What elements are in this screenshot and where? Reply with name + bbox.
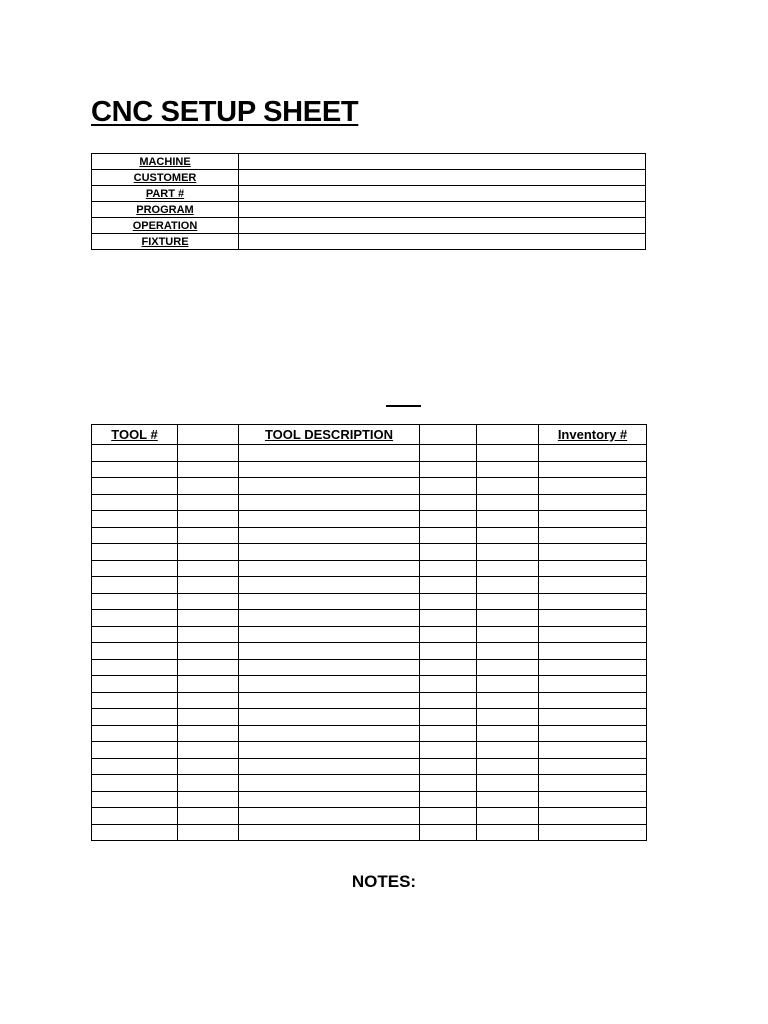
- tool-table-cell[interactable]: [178, 626, 239, 643]
- info-label: PROGRAM: [92, 202, 239, 218]
- tool-table-cell[interactable]: [477, 593, 539, 610]
- tool-table-cell[interactable]: [420, 791, 477, 808]
- tool-table-cell[interactable]: [539, 511, 647, 528]
- tool-table-cell[interactable]: [178, 775, 239, 792]
- tool-table-row: [92, 742, 647, 759]
- tool-table-cell[interactable]: [239, 593, 420, 610]
- section-divider: [386, 405, 421, 407]
- tool-table-cell[interactable]: [477, 511, 539, 528]
- tool-table-cell[interactable]: [239, 709, 420, 726]
- tool-table-cell[interactable]: [178, 808, 239, 825]
- info-value-field[interactable]: [239, 202, 646, 218]
- tool-table-cell[interactable]: [477, 610, 539, 627]
- tool-table-cell[interactable]: [239, 725, 420, 742]
- tool-table-cell[interactable]: [178, 593, 239, 610]
- tool-table-cell[interactable]: [539, 725, 647, 742]
- tool-table-cell[interactable]: [178, 461, 239, 478]
- tool-table-cell[interactable]: [420, 643, 477, 660]
- tool-table-cell[interactable]: [539, 478, 647, 495]
- tool-table-cell[interactable]: [477, 808, 539, 825]
- tool-table-cell[interactable]: [420, 692, 477, 709]
- info-value-field[interactable]: [239, 186, 646, 202]
- tool-table-cell[interactable]: [420, 676, 477, 693]
- tool-table-cell[interactable]: [420, 626, 477, 643]
- tool-table-header-row: [92, 425, 647, 445]
- tool-table-cell[interactable]: [420, 461, 477, 478]
- tool-table-cell[interactable]: [477, 494, 539, 511]
- tool-table-row: [92, 725, 647, 742]
- tool-table-row: [92, 824, 647, 841]
- info-row-program: [92, 202, 646, 218]
- tool-table-cell[interactable]: [92, 461, 178, 478]
- tool-list-table: [91, 424, 647, 841]
- tool-table-cell[interactable]: [239, 758, 420, 775]
- info-value-field[interactable]: [239, 170, 646, 186]
- info-value-field[interactable]: [239, 234, 646, 250]
- tool-table-cell[interactable]: [539, 494, 647, 511]
- tool-table-row: [92, 577, 647, 594]
- tool-table-row: [92, 709, 647, 726]
- tool-table-cell[interactable]: [239, 643, 420, 660]
- tool-table-cell[interactable]: [92, 742, 178, 759]
- tool-table-cell[interactable]: [239, 461, 420, 478]
- info-label: PART #: [92, 186, 239, 202]
- tool-table-cell[interactable]: [92, 626, 178, 643]
- tool-table-cell[interactable]: [92, 808, 178, 825]
- tool-table-cell[interactable]: [539, 742, 647, 759]
- tool-table-cell[interactable]: [178, 527, 239, 544]
- tool-table-cell[interactable]: [539, 610, 647, 627]
- tool-table-cell[interactable]: [420, 511, 477, 528]
- tool-table-cell[interactable]: [539, 626, 647, 643]
- tool-table-cell[interactable]: [178, 659, 239, 676]
- tool-table-cell[interactable]: [539, 544, 647, 561]
- tool-table-cell[interactable]: [92, 527, 178, 544]
- tool-table-cell[interactable]: [92, 593, 178, 610]
- tool-table-cell[interactable]: [178, 742, 239, 759]
- tool-table-cell[interactable]: [178, 692, 239, 709]
- info-label: MACHINE: [92, 154, 239, 170]
- tool-table-cell[interactable]: [539, 791, 647, 808]
- tool-table-cell[interactable]: [539, 577, 647, 594]
- tool-table-cell[interactable]: [92, 610, 178, 627]
- tool-table-cell[interactable]: [420, 494, 477, 511]
- info-row-customer: [92, 170, 646, 186]
- info-row-part: [92, 186, 646, 202]
- tool-table-cell[interactable]: [420, 758, 477, 775]
- tool-table-cell[interactable]: [539, 659, 647, 676]
- tool-table-cell[interactable]: [239, 824, 420, 841]
- tool-table-cell[interactable]: [178, 791, 239, 808]
- tool-table-row: [92, 527, 647, 544]
- tool-table-cell[interactable]: [539, 445, 647, 462]
- tool-table-cell[interactable]: [178, 709, 239, 726]
- column-header-blank: [178, 425, 239, 445]
- info-value-field[interactable]: [239, 218, 646, 234]
- tool-table-cell[interactable]: [477, 544, 539, 561]
- tool-table-cell[interactable]: [420, 593, 477, 610]
- info-label: FIXTURE: [92, 234, 239, 250]
- tool-table-cell[interactable]: [178, 577, 239, 594]
- tool-table-cell[interactable]: [239, 445, 420, 462]
- tool-table-cell[interactable]: [239, 791, 420, 808]
- tool-table-cell[interactable]: [420, 560, 477, 577]
- info-label: OPERATION: [92, 218, 239, 234]
- info-row-machine: [92, 154, 646, 170]
- tool-table-cell[interactable]: [239, 626, 420, 643]
- tool-table-cell[interactable]: [539, 824, 647, 841]
- notes-label: NOTES:: [351, 872, 417, 891]
- tool-table-cell[interactable]: [92, 775, 178, 792]
- tool-table-row: [92, 659, 647, 676]
- tool-table-cell[interactable]: [92, 758, 178, 775]
- tool-table-cell[interactable]: [420, 610, 477, 627]
- tool-table-cell[interactable]: [477, 824, 539, 841]
- tool-table-cell[interactable]: [539, 808, 647, 825]
- tool-table-row: [92, 676, 647, 693]
- tool-table-cell[interactable]: [420, 808, 477, 825]
- tool-table-row: [92, 544, 647, 561]
- tool-table-cell[interactable]: [539, 758, 647, 775]
- tool-table-cell[interactable]: [239, 742, 420, 759]
- info-label: CUSTOMER: [92, 170, 239, 186]
- tool-table-row: [92, 775, 647, 792]
- tool-table-cell[interactable]: [92, 511, 178, 528]
- tool-table-cell[interactable]: [477, 692, 539, 709]
- tool-table-cell[interactable]: [477, 758, 539, 775]
- tool-table-cell[interactable]: [92, 494, 178, 511]
- tool-table-row: [92, 692, 647, 709]
- tool-table-cell[interactable]: [420, 742, 477, 759]
- tool-table-cell[interactable]: [239, 659, 420, 676]
- tool-table-cell[interactable]: [539, 676, 647, 693]
- column-header-blank: [477, 425, 539, 445]
- tool-table-cell[interactable]: [477, 709, 539, 726]
- tool-table-cell[interactable]: [420, 445, 477, 462]
- tool-table-cell[interactable]: [239, 610, 420, 627]
- tool-table-cell[interactable]: [239, 544, 420, 561]
- tool-table-cell[interactable]: [92, 676, 178, 693]
- tool-table-cell[interactable]: [539, 709, 647, 726]
- tool-table-cell[interactable]: [539, 560, 647, 577]
- tool-table-cell[interactable]: [178, 478, 239, 495]
- tool-table-cell[interactable]: [420, 577, 477, 594]
- tool-table-row: [92, 478, 647, 495]
- tool-table-row: [92, 560, 647, 577]
- tool-table-cell[interactable]: [539, 461, 647, 478]
- tool-table-cell[interactable]: [178, 560, 239, 577]
- tool-table-cell[interactable]: [92, 824, 178, 841]
- tool-table-cell[interactable]: [178, 725, 239, 742]
- tool-table-cell[interactable]: [239, 478, 420, 495]
- tool-table-cell[interactable]: [92, 709, 178, 726]
- tool-table-cell[interactable]: [420, 659, 477, 676]
- tool-table-cell[interactable]: [239, 808, 420, 825]
- tool-table-cell[interactable]: [420, 725, 477, 742]
- tool-table-cell[interactable]: [539, 692, 647, 709]
- tool-table-cell[interactable]: [92, 791, 178, 808]
- tool-table-cell[interactable]: [178, 511, 239, 528]
- tool-table-cell[interactable]: [239, 511, 420, 528]
- info-row-operation: [92, 218, 646, 234]
- tool-table-row: [92, 626, 647, 643]
- tool-table-cell[interactable]: [239, 560, 420, 577]
- tool-table-row: [92, 445, 647, 462]
- tool-table-cell[interactable]: [420, 527, 477, 544]
- column-header-blank: [420, 425, 477, 445]
- tool-table-cell[interactable]: [92, 643, 178, 660]
- tool-table-cell[interactable]: [92, 544, 178, 561]
- tool-table-cell[interactable]: [239, 676, 420, 693]
- tool-table-cell[interactable]: [92, 478, 178, 495]
- tool-table-cell[interactable]: [178, 445, 239, 462]
- tool-table-cell[interactable]: [178, 643, 239, 660]
- tool-table-row: [92, 758, 647, 775]
- tool-table-cell[interactable]: [178, 544, 239, 561]
- tool-table-cell[interactable]: [92, 445, 178, 462]
- tool-table-cell[interactable]: [92, 560, 178, 577]
- column-header-inventory-number: Inventory #: [539, 425, 647, 445]
- tool-table-cell[interactable]: [477, 626, 539, 643]
- column-header-tool-description: TOOL DESCRIPTION: [239, 425, 420, 445]
- tool-table-cell[interactable]: [539, 775, 647, 792]
- tool-table-cell[interactable]: [477, 676, 539, 693]
- page-title: CNC SETUP SHEET: [91, 96, 359, 128]
- tool-table-cell[interactable]: [477, 445, 539, 462]
- tool-table-cell[interactable]: [477, 577, 539, 594]
- column-header-tool-number: TOOL #: [92, 425, 178, 445]
- info-value-field[interactable]: [239, 154, 646, 170]
- tool-table-cell[interactable]: [239, 577, 420, 594]
- tool-table-cell[interactable]: [239, 527, 420, 544]
- tool-table-cell[interactable]: [420, 824, 477, 841]
- tool-table-cell[interactable]: [477, 527, 539, 544]
- tool-table-row: [92, 494, 647, 511]
- tool-table-cell[interactable]: [420, 478, 477, 495]
- tool-table-cell[interactable]: [477, 742, 539, 759]
- tool-table-row: [92, 610, 647, 627]
- tool-table-cell[interactable]: [539, 643, 647, 660]
- tool-table-cell[interactable]: [420, 544, 477, 561]
- tool-table-cell[interactable]: [539, 593, 647, 610]
- tool-table-cell[interactable]: [178, 824, 239, 841]
- tool-table-cell[interactable]: [477, 659, 539, 676]
- tool-table-cell[interactable]: [178, 758, 239, 775]
- tool-table-cell[interactable]: [420, 775, 477, 792]
- tool-table-row: [92, 511, 647, 528]
- tool-table-cell[interactable]: [92, 577, 178, 594]
- setup-info-table: [91, 153, 646, 250]
- tool-table-cell[interactable]: [420, 709, 477, 726]
- info-row-fixture: [92, 234, 646, 250]
- tool-table-cell[interactable]: [239, 692, 420, 709]
- tool-table-cell[interactable]: [92, 725, 178, 742]
- tool-table-cell[interactable]: [477, 478, 539, 495]
- tool-table-cell[interactable]: [477, 461, 539, 478]
- tool-table-row: [92, 643, 647, 660]
- tool-table-row: [92, 791, 647, 808]
- tool-table-row: [92, 808, 647, 825]
- tool-table-row: [92, 593, 647, 610]
- tool-table-cell[interactable]: [239, 494, 420, 511]
- tool-table-cell[interactable]: [477, 725, 539, 742]
- tool-table-cell[interactable]: [477, 775, 539, 792]
- tool-table-cell[interactable]: [239, 775, 420, 792]
- tool-table-cell[interactable]: [477, 643, 539, 660]
- tool-table-row: [92, 461, 647, 478]
- tool-table-cell[interactable]: [539, 527, 647, 544]
- tool-table-cell[interactable]: [477, 791, 539, 808]
- tool-table-cell[interactable]: [178, 676, 239, 693]
- tool-table-cell[interactable]: [92, 692, 178, 709]
- tool-table-cell[interactable]: [178, 494, 239, 511]
- tool-table-cell[interactable]: [178, 610, 239, 627]
- tool-table-cell[interactable]: [92, 659, 178, 676]
- tool-table-cell[interactable]: [477, 560, 539, 577]
